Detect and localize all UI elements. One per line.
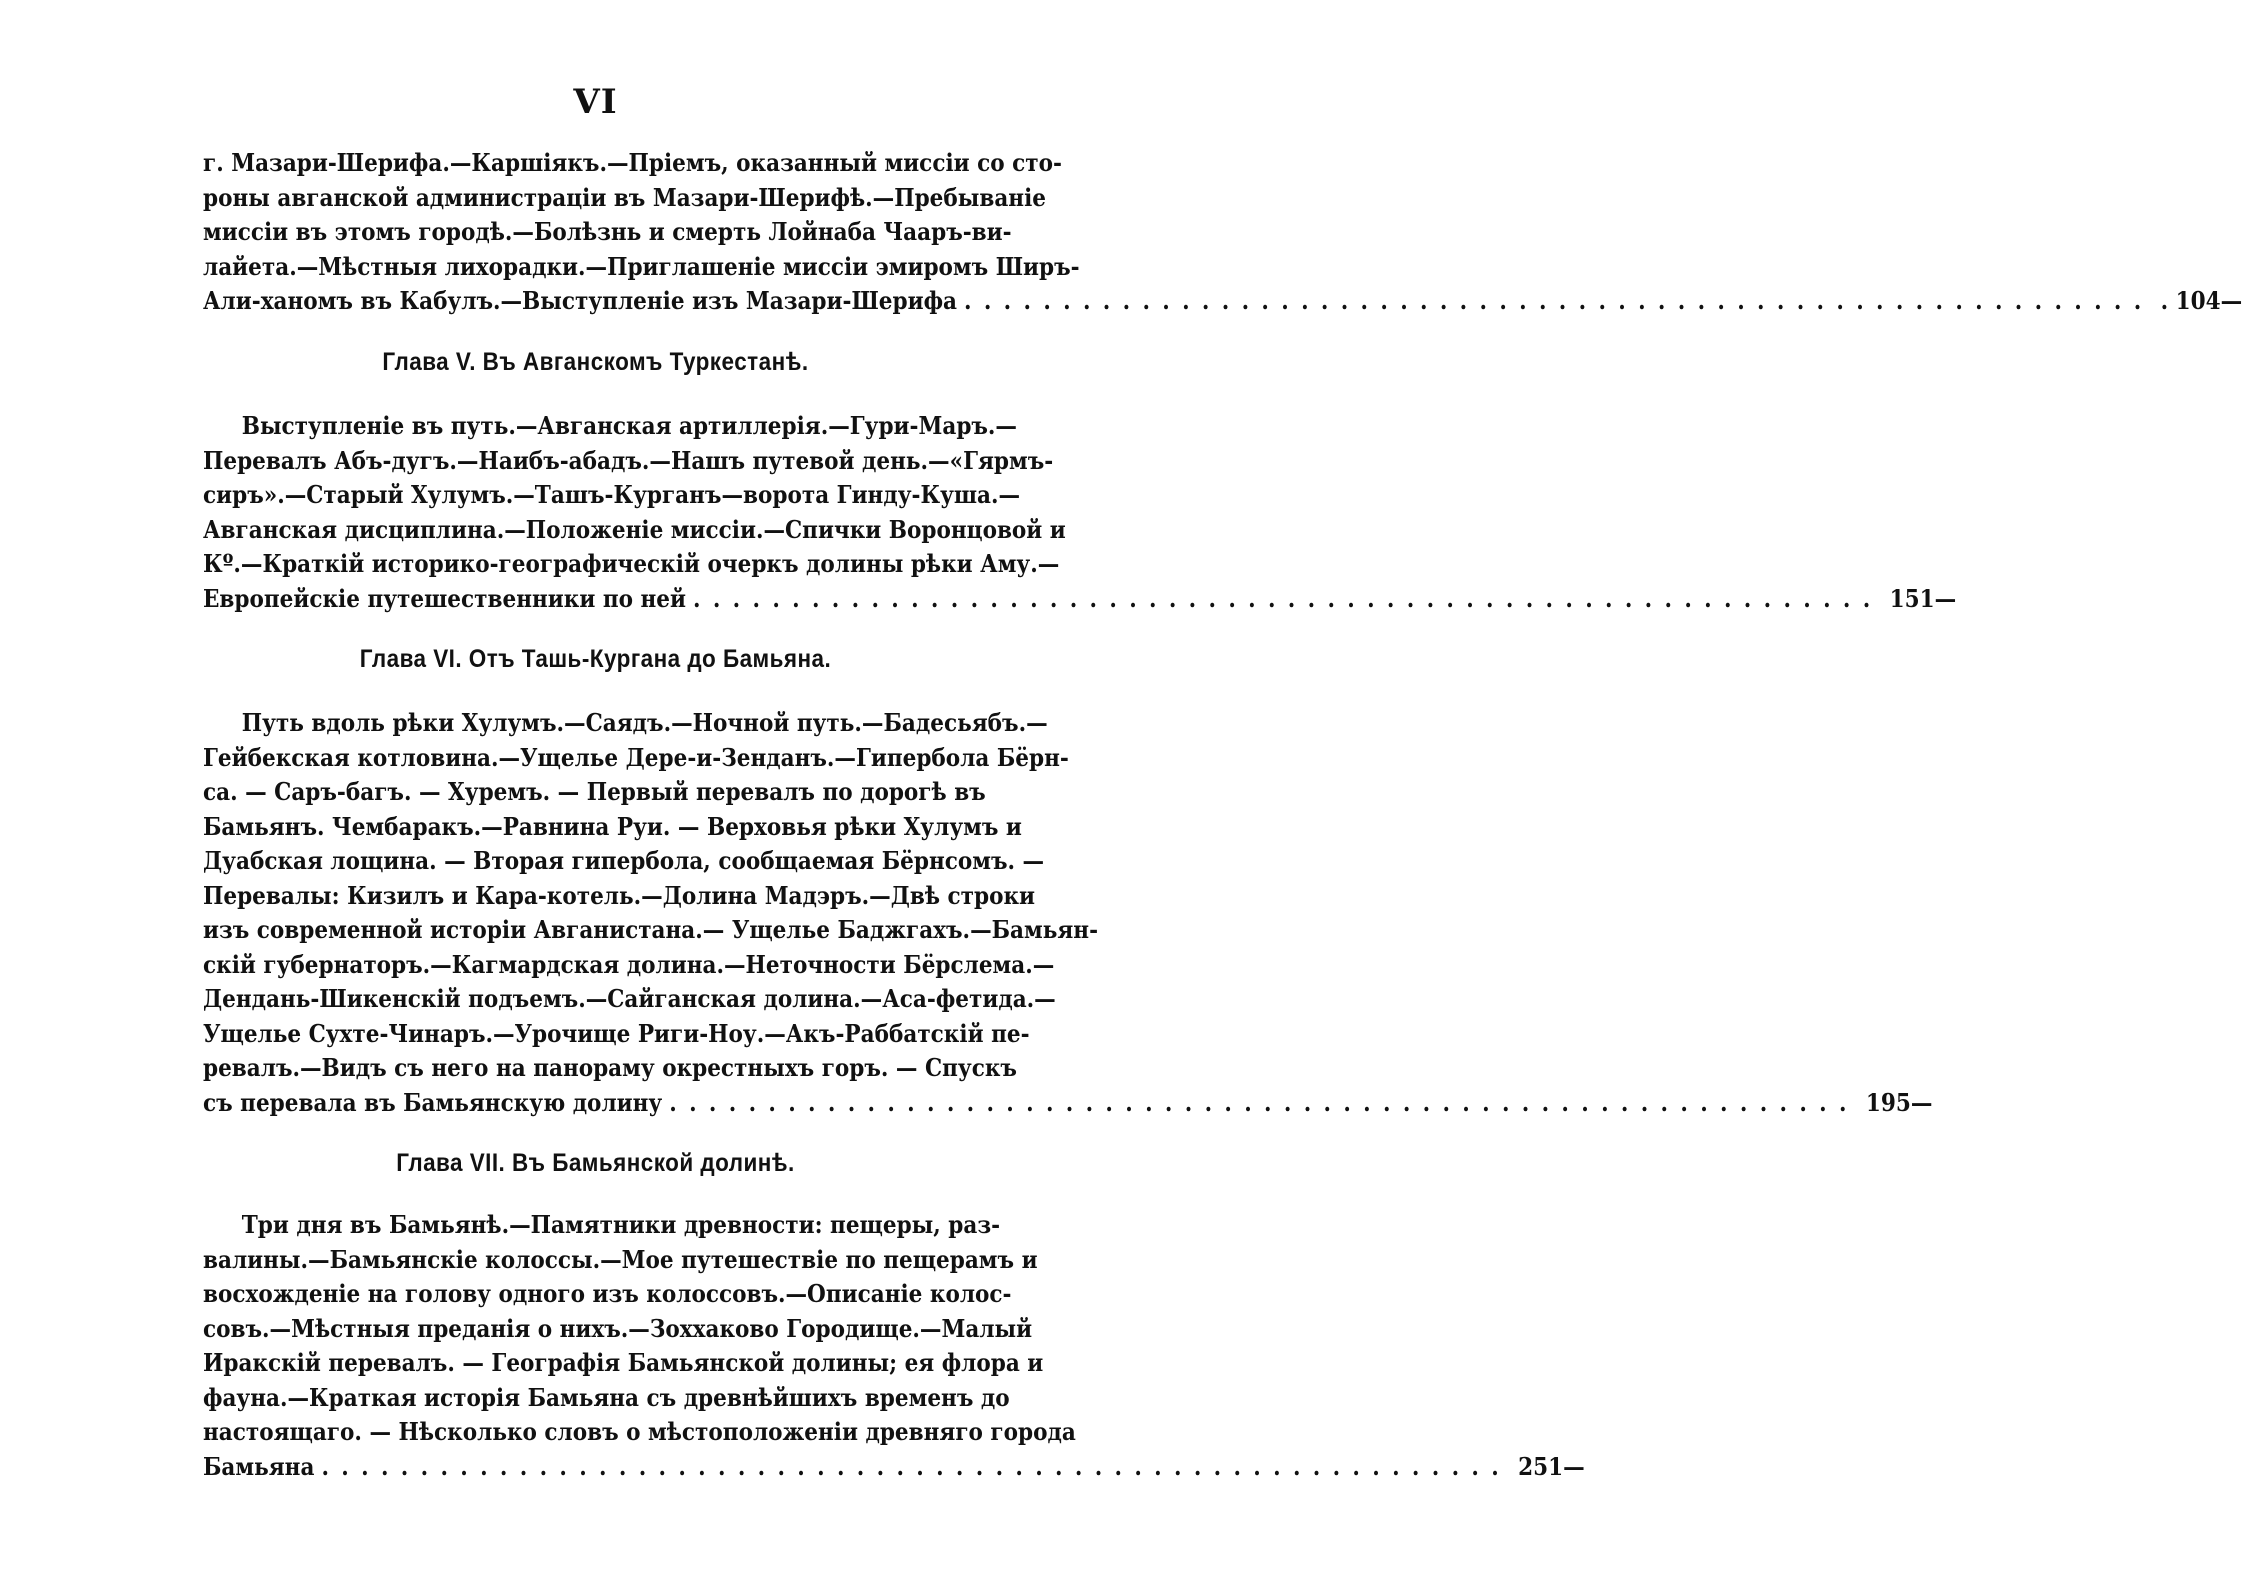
text-line: ревалъ.—Видъ съ него на панораму окрестныхъ горъ. — Спускъ [203, 1053, 1017, 1082]
text-line: фауна.—Краткая исторія Бамьяна съ древнѣйшихъ временъ до [203, 1382, 1010, 1412]
text-line: сиръ».—Старый Хулумъ.—Ташъ-Курганъ—ворота Гинду-Куша.— [203, 480, 1021, 509]
text-line: Дуабская лощина. — Вторая гипербола, сообщаемая Бёрнсомъ. — [203, 846, 1045, 875]
text-line-with-page-ref [203, 284, 2242, 319]
section-chapter-6 [203, 706, 1933, 1120]
text-line: Ущелье Сухте-Чинаръ.—Урочище Риги-Ноу.—Акъ-Раббатскій пе- [203, 1018, 1030, 1048]
text-line: Бамьяна [203, 1451, 315, 1481]
text-line: восхожденіе на голову одного изъ колоссовъ.—Описаніе колос- [203, 1279, 1012, 1308]
text-line: са. — Саръ-багъ. — Хуремъ. — Первый перевалъ по дорогѣ въ [203, 777, 986, 806]
text-line: совъ.—Мѣстныя преданія о нихъ.—Зоххаково Городище.—Малый [203, 1313, 1033, 1343]
text-line: лайета.—Мѣстныя лихорадки.—Приглашеніе миссіи эмиромъ Ширъ- [203, 251, 1080, 281]
text-line: валины.—Бамьянскіе колоссы.—Мое путешествіе по пещерамъ и [203, 1244, 1038, 1274]
page-ref: 195— [1865, 1087, 1933, 1117]
text-line: Выступленіе въ путь.—Авганская артиллерія.—Гури-Маръ.— [241, 411, 1018, 440]
text-line: г. Мазари-Шерифа.—Каршіякъ.—Пріемъ, оказанный миссіи со сто- [203, 148, 1062, 177]
dot-leader: ............................................................ [964, 286, 2154, 315]
text-line: настоящаго. — Нѣсколько словъ о мѣстоположеніи древняго города [203, 1417, 1076, 1446]
text-line: миссіи въ этомъ городѣ.—Болѣзнь и смерть Лойнаба Чааръ-ви- [203, 217, 1012, 246]
text-line: скій губернаторъ.—Кагмардская долина.—Неточности Бёрслема.— [203, 949, 1055, 979]
text-line: Али-ханомъ въ Кабулъ.—Выступленіе изъ Мазари-Шерифа [203, 286, 957, 315]
text-line: Три дня въ Бамьянѣ.—Памятники древности: пещеры, раз- [241, 1210, 1001, 1239]
text-line-with-page-ref [203, 582, 1957, 617]
text-line: изъ современной исторіи Авганистана.— Ущелье Баджгахъ.—Бамьян- [203, 915, 1099, 944]
text-line: Европейскіе путешественники по ней [203, 583, 686, 613]
chapter-heading: Глава VI. Отъ Ташь-Кургана до Бамьяна. [359, 645, 832, 673]
text-line: Перевалы: Кизилъ и Кара-котель.—Долина Мадэръ.—Двѣ строки [203, 880, 1036, 910]
text-line: Дендань-Шикенскій подъемъ.—Сайганская долина.—Аса-фетида.— [203, 984, 1056, 1013]
page-ref: 151— [1889, 583, 1957, 613]
section-chapter-4-continuation [203, 146, 2242, 319]
text-line: Перевалъ Абъ-дугъ.—Наибъ-абадъ.—Нашъ путевой день.—«Гярмъ- [203, 445, 1054, 475]
dot-leader: ............................................................ [669, 1087, 1859, 1117]
chapter-heading: Глава V. Въ Авганскомъ Туркестанѣ. [382, 348, 809, 376]
text-line: съ перевала въ Бамьянскую долину [203, 1087, 663, 1117]
chapter-heading: Глава VII. Въ Бамьянской долинѣ. [396, 1149, 795, 1177]
text-line: роны авганской администраціи въ Мазари-Шерифѣ.—Пребываніе [203, 182, 1046, 212]
dot-leader: ............................................................ [321, 1451, 1512, 1481]
text-line: Путь вдоль рѣки Хулумъ.—Саядъ.—Ночной путь.—Бадесьябъ.— [241, 708, 1048, 737]
page-number: VI [573, 82, 618, 122]
text-line: Гейбекская котловина.—Ущелье Дере-и-Зенданъ.—Гипербола Бёрн- [203, 742, 1069, 772]
page-ref: 251— [1518, 1451, 1585, 1481]
dot-leader: ............................................................ [693, 583, 1883, 613]
section-chapter-7 [203, 1208, 1585, 1484]
text-line: Кº.—Краткій историко-географическій очеркъ долины рѣки Аму.— [203, 549, 1060, 578]
text-line: Бамьянъ. Чембаракъ.—Равнина Руи. — Верховья рѣки Хулумъ и [203, 811, 1022, 841]
text-line: Авганская дисциплина.—Положеніе миссіи.—Спички Воронцовой и [203, 514, 1066, 544]
text-line: Иракскій перевалъ. — Географія Бамьянской долины; ея флора и [203, 1348, 1044, 1377]
section-chapter-5 [203, 409, 1957, 616]
text-line-with-page-ref [203, 1086, 1933, 1121]
text-line-with-page-ref [203, 1450, 1585, 1485]
page-ref: . 104— [2160, 286, 2242, 315]
